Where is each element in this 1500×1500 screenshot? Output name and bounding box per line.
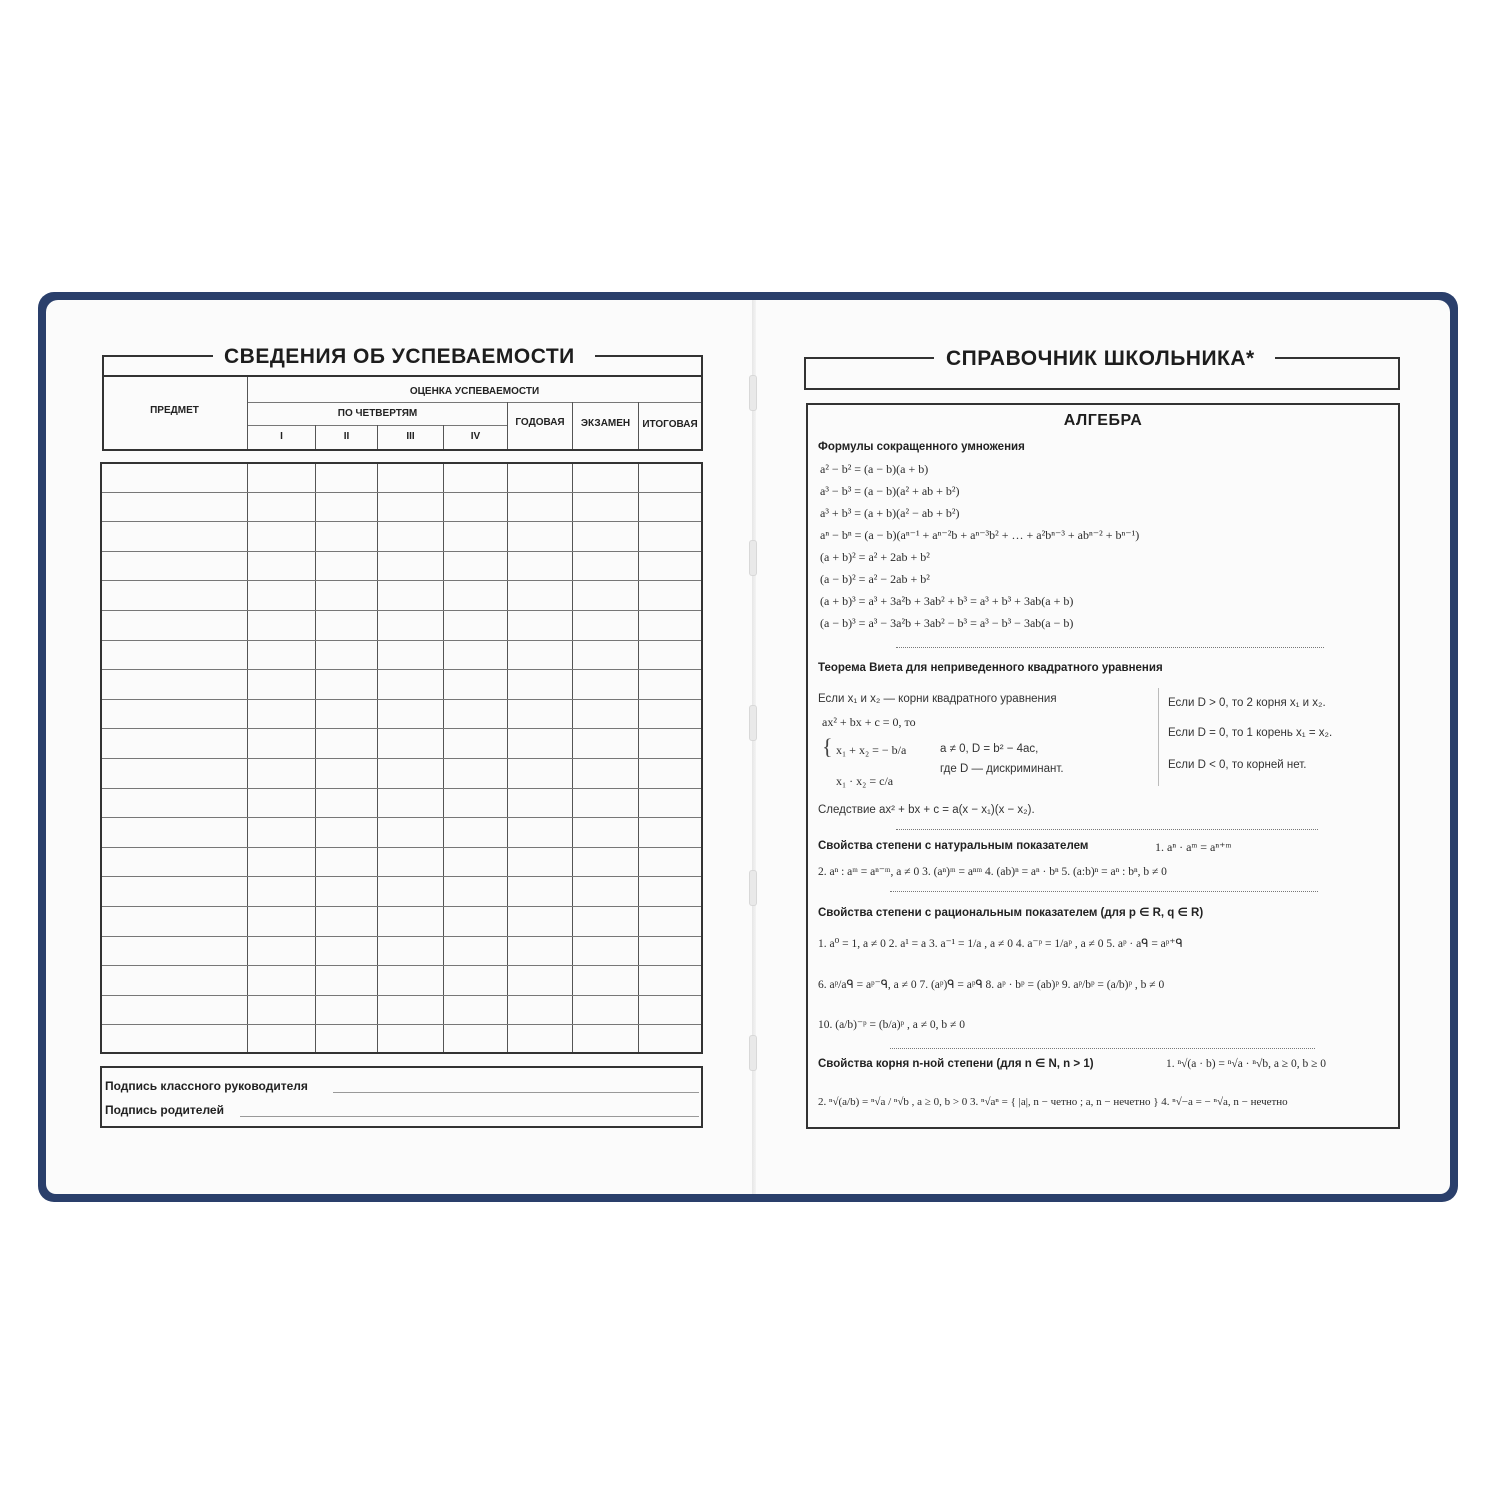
section-title: АЛГЕБРА bbox=[1063, 412, 1143, 429]
dotted-separator bbox=[890, 1048, 1315, 1049]
short-mult-formula: a³ − b³ = (a − b)(a² + ab + b²) bbox=[820, 484, 960, 498]
row-divider bbox=[248, 402, 701, 403]
vieta-line-1: Если x₁ и x₂ — корни квадратного уравнения bbox=[818, 693, 1057, 705]
vieta-line-2: ax² + bx + c = 0, то bbox=[822, 715, 916, 729]
header-grade-group: ОЦЕНКА УСПЕВАЕМОСТИ bbox=[409, 386, 540, 397]
short-mult-formula: (a + b)² = a² + 2ab + b² bbox=[820, 550, 930, 564]
vieta-right-3: Если D < 0, то корней нет. bbox=[1168, 759, 1307, 771]
rat-power-formulas-3: 10. (a/b)⁻ᵖ = (b/a)ᵖ , a ≠ 0, b ≠ 0 bbox=[818, 1019, 965, 1031]
grid-row-line bbox=[102, 906, 701, 907]
staple bbox=[749, 870, 757, 906]
short-mult-formula: (a − b)³ = a³ − 3a²b + 3ab² − b³ = a³ − b³ − 3ab(a − b) bbox=[820, 616, 1074, 630]
nat-power-heading: Свойства степени с натуральным показателем bbox=[818, 840, 1089, 852]
header-quarters: ПО ЧЕТВЕРТЯМ bbox=[337, 408, 418, 419]
vieta-corollary: Следствие ax² + bx + c = a(x − x₁)(x − x₂). bbox=[818, 804, 1035, 816]
page-title: СПРАВОЧНИК ШКОЛЬНИКА* bbox=[946, 347, 1255, 370]
staple bbox=[749, 540, 757, 576]
grid-row-line bbox=[102, 995, 701, 996]
root-heading: Свойства корня n-ной степени (для n ∈ N, n > 1) bbox=[818, 1058, 1094, 1070]
nat-power-formulas: 2. aⁿ : aᵐ = aⁿ⁻ᵐ, a ≠ 0 3. (aⁿ)ᵐ = aⁿᵐ 4. (ab)ⁿ = aⁿ · bⁿ 5. (a:b)ⁿ = aⁿ : bⁿ, b ≠ 0 bbox=[818, 866, 1167, 878]
vieta-condition-2: где D — дискриминант. bbox=[940, 763, 1064, 775]
grid-row-line bbox=[102, 610, 701, 611]
short-mult-formula: (a − b)² = a² − 2ab + b² bbox=[820, 572, 930, 586]
dotted-separator bbox=[896, 829, 1318, 830]
header-exam: ЭКЗАМЕН bbox=[580, 418, 631, 429]
title-bracket-left bbox=[102, 355, 104, 377]
grid-row-line bbox=[102, 640, 701, 641]
title-rule-right bbox=[595, 355, 703, 357]
short-mult-heading: Формулы сокращенного умножения bbox=[818, 441, 1025, 453]
grid-row-line bbox=[102, 876, 701, 877]
dotted-separator bbox=[896, 647, 1324, 648]
staple bbox=[749, 375, 757, 411]
signature-box bbox=[100, 1066, 703, 1128]
parents-signature-label: Подпись родителей bbox=[105, 1103, 224, 1117]
grid-row-line bbox=[102, 521, 701, 522]
header-quarter-4: IV bbox=[470, 431, 481, 442]
grid-row-line bbox=[102, 699, 701, 700]
rat-power-heading: Свойства степени с рациональным показателем (для p ∈ R, q ∈ R) bbox=[818, 907, 1204, 919]
grid-row-line bbox=[102, 1024, 701, 1025]
vieta-system-sum: x₁ + x₂ = − b/a bbox=[836, 743, 907, 757]
vieta-right-2: Если D = 0, то 1 корень x₁ = x₂. bbox=[1168, 727, 1333, 739]
vieta-right-1: Если D > 0, то 2 корня x₁ и x₂. bbox=[1168, 697, 1326, 709]
grid-row-line bbox=[102, 817, 701, 818]
header-quarter-3: III bbox=[406, 431, 415, 442]
nat-power-formula-1: 1. aⁿ · aᵐ = aⁿ⁺ᵐ bbox=[1155, 840, 1232, 854]
rat-power-formulas-2: 6. aᵖ/aᑫ = aᵖ⁻ᑫ, a ≠ 0 7. (aᵖ)ᑫ = aᵖᑫ 8. aᵖ · bᵖ = (ab)ᵖ 9. aᵖ/bᵖ = (a/b)ᵖ , b ≠ 0 bbox=[818, 979, 1165, 991]
title-rule-left bbox=[103, 355, 213, 357]
title-rule-right bbox=[1275, 357, 1400, 359]
vieta-condition-1: a ≠ 0, D = b² − 4ac, bbox=[940, 743, 1039, 755]
grid-row-line bbox=[102, 847, 701, 848]
teacher-signature-label: Подпись классного руководителя bbox=[105, 1079, 308, 1093]
parents-signature-line[interactable] bbox=[240, 1116, 699, 1117]
short-mult-formula: a² − b² = (a − b)(a + b) bbox=[820, 462, 929, 476]
vieta-divider bbox=[1158, 688, 1159, 786]
header-quarter-1: I bbox=[280, 431, 283, 442]
grid-row-line bbox=[102, 936, 701, 937]
grid-row-line bbox=[102, 551, 701, 552]
dotted-separator bbox=[890, 891, 1318, 892]
grid-row-line bbox=[102, 492, 701, 493]
teacher-signature-line[interactable] bbox=[333, 1092, 699, 1093]
system-brace: { bbox=[822, 734, 833, 759]
header-annual: ГОДОВАЯ bbox=[515, 417, 565, 428]
grid-row-line bbox=[102, 580, 701, 581]
short-mult-formula: a³ + b³ = (a + b)(a² − ab + b²) bbox=[820, 506, 960, 520]
grid-row-line bbox=[102, 669, 701, 670]
header-subject: ПРЕДМЕТ bbox=[150, 405, 199, 416]
vieta-heading: Теорема Виета для неприведенного квадратного уравнения bbox=[818, 662, 1163, 674]
title-rule-left bbox=[804, 357, 934, 359]
short-mult-formula: (a + b)³ = a³ + 3a²b + 3ab² + b³ = a³ + b³ + 3ab(a + b) bbox=[820, 594, 1074, 608]
root-formulas: 2. ⁿ√(a/b) = ⁿ√a / ⁿ√b , a ≥ 0, b > 0 3. ⁿ√aⁿ = { |a|, n − четно ; a, n − нечетно } 4. ⁿ√−a = − ⁿ√a, n − нечетно bbox=[818, 1096, 1288, 1108]
staple bbox=[749, 705, 757, 741]
grid-row-line bbox=[102, 788, 701, 789]
grid-row-line bbox=[102, 965, 701, 966]
page-title: СВЕДЕНИЯ ОБ УСПЕВАЕМОСТИ bbox=[224, 345, 575, 368]
title-bracket-right bbox=[701, 355, 703, 377]
staple bbox=[749, 1035, 757, 1071]
rat-power-formulas-1: 1. a⁰ = 1, a ≠ 0 2. a¹ = a 3. a⁻¹ = 1/a , a ≠ 0 4. a⁻ᵖ = 1/aᵖ , a ≠ 0 5. aᵖ · aᑫ = aᵖ⁺ᑫ bbox=[818, 938, 1183, 950]
header-quarter-2: II bbox=[343, 431, 350, 442]
grid-row-line bbox=[102, 758, 701, 759]
grid-row-line bbox=[102, 728, 701, 729]
short-mult-formula: aⁿ − bⁿ = (a − b)(aⁿ⁻¹ + aⁿ⁻²b + aⁿ⁻³b² + … + a²bⁿ⁻³ + abⁿ⁻² + bⁿ⁻¹) bbox=[820, 528, 1140, 542]
header-final: ИТОГОВАЯ bbox=[642, 419, 698, 430]
root-formula-1: 1. ⁿ√(a · b) = ⁿ√a · ⁿ√b, a ≥ 0, b ≥ 0 bbox=[1166, 1058, 1327, 1070]
vieta-system-product: x₁ · x₂ = c/a bbox=[836, 774, 894, 788]
